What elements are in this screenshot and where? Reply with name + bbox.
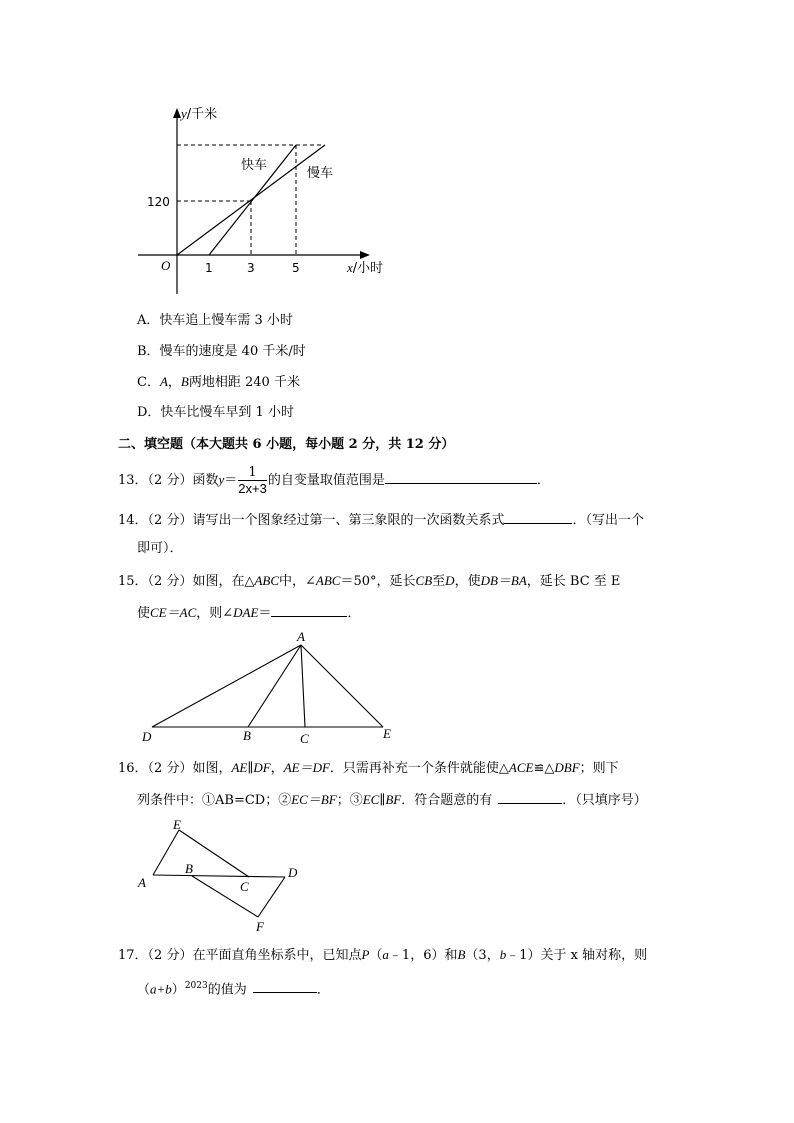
q17-b-rest: ﹣1）关于 x 轴对称，则 bbox=[506, 948, 648, 963]
q15-make: 使 bbox=[137, 606, 151, 621]
option-b[interactable] bbox=[137, 344, 306, 360]
q17-open: （ bbox=[137, 982, 151, 998]
q16-which: ．符合题意的有 bbox=[401, 793, 493, 808]
option-c-prefix: C． bbox=[137, 375, 160, 390]
q17-p-rest: ﹣1，6）和 bbox=[388, 948, 458, 963]
option-c-text: 两地相距 240 千米 bbox=[188, 375, 300, 390]
q13-fraction bbox=[238, 465, 267, 496]
q17-var-b: b bbox=[499, 947, 507, 962]
point-c-label: C bbox=[240, 879, 249, 894]
option-b-unit: 时 bbox=[292, 344, 306, 359]
point-c-label: C bbox=[300, 731, 309, 746]
q15-triangle-figure bbox=[135, 625, 405, 750]
q13-numerator: 1 bbox=[238, 465, 267, 481]
q16-ae-parallel-df: AE∥DF bbox=[231, 760, 271, 775]
slow-car-label: 慢车 bbox=[307, 166, 334, 181]
question-16-line1 bbox=[118, 760, 619, 777]
q15-answer-blank[interactable] bbox=[271, 604, 347, 617]
q14-text: 14．（2 分）请写出一个图象经过第一、第三象限的一次函数关系式 bbox=[118, 513, 505, 528]
x-axis-label: x/小时 bbox=[347, 260, 384, 276]
q13-text: 的自变量取值范围是 bbox=[267, 473, 385, 488]
q15-ce-ac: CE＝AC bbox=[150, 605, 197, 620]
q17-end: ． bbox=[316, 982, 330, 998]
q15-comma: ，使 bbox=[454, 574, 481, 589]
q16-ec-parallel-bf: EC∥BF bbox=[362, 792, 402, 807]
question-15-line1 bbox=[118, 573, 620, 590]
question-13 bbox=[118, 463, 550, 498]
var-b: B bbox=[180, 374, 189, 389]
option-a[interactable]: A．快车追上慢车需 3 小时 bbox=[137, 313, 293, 328]
option-c[interactable] bbox=[137, 374, 300, 391]
q16-mid: ．只需再补充一个条件就能使△ bbox=[329, 761, 509, 776]
segment-ae bbox=[301, 645, 383, 727]
q13-answer-blank[interactable] bbox=[385, 471, 537, 484]
q17-p-open: （ bbox=[369, 948, 383, 963]
question-14-line1 bbox=[118, 511, 644, 529]
q17-value-of: 的值为 bbox=[207, 982, 247, 998]
question-16-line2 bbox=[137, 791, 647, 809]
distance-time-graph bbox=[130, 100, 400, 300]
q16-dbf: DBF bbox=[554, 760, 580, 775]
q13-denominator: 2x+3 bbox=[238, 481, 267, 496]
q16-conditions: 列条件中：①AB=CD；② bbox=[137, 793, 292, 808]
y-axis-arrow bbox=[173, 108, 181, 118]
q13-equals: ＝ bbox=[224, 473, 238, 488]
q16-figure bbox=[135, 815, 305, 935]
point-a-label: A bbox=[297, 629, 305, 644]
x-tick-5: 5 bbox=[292, 261, 300, 275]
q16-answer-blank[interactable] bbox=[498, 791, 562, 804]
separator: ， bbox=[167, 375, 181, 390]
point-b-label: B bbox=[243, 728, 251, 743]
q15-dae: DAE bbox=[233, 605, 259, 620]
x-axis-arrow bbox=[360, 251, 370, 259]
option-b-slash: / bbox=[288, 344, 293, 359]
q15-db-ba: DB＝BA bbox=[480, 573, 527, 588]
question-14-line2: 即可）． bbox=[137, 541, 183, 556]
point-b-label: B bbox=[185, 861, 193, 876]
q14-text-end: ．（写出一个 bbox=[572, 513, 644, 528]
q13-end: ． bbox=[536, 473, 550, 488]
q17-var-a: a bbox=[382, 947, 389, 962]
q15-to: 至 bbox=[432, 574, 446, 589]
y-tick-120: 120 bbox=[147, 195, 170, 209]
q15-eq: ＝ bbox=[258, 606, 272, 621]
q17-close: ） bbox=[171, 982, 185, 998]
segment-ad bbox=[153, 875, 285, 877]
segment-ac bbox=[301, 645, 305, 727]
q15-angle-name: ABC bbox=[315, 573, 341, 588]
point-d-label: D bbox=[288, 865, 298, 880]
question-17-line1 bbox=[118, 947, 647, 964]
fast-car-label: 快车 bbox=[241, 158, 268, 173]
q15-angle-value: ＝50°，延长 bbox=[340, 574, 416, 589]
segment-ab bbox=[248, 645, 301, 727]
point-d-label: D bbox=[142, 729, 152, 744]
option-b-text: B．慢车的速度是 40 千米 bbox=[137, 344, 289, 359]
q15-cb: CB bbox=[415, 573, 433, 588]
q15-prefix: 15．（2 分）如图，在△ bbox=[118, 574, 255, 589]
origin-label: O bbox=[161, 258, 171, 273]
q17-exponent: 2023 bbox=[184, 981, 208, 991]
segment-df bbox=[258, 877, 285, 917]
q17-point-b: B bbox=[457, 947, 466, 962]
question-15-line2 bbox=[137, 604, 360, 622]
q15-mid: 中，∠ bbox=[279, 574, 316, 589]
q17-b-open: （3， bbox=[465, 948, 500, 963]
q17-point-p: P bbox=[361, 947, 370, 962]
q17-prefix: 17．（2 分）在平面直角坐标系中，已知点 bbox=[118, 948, 362, 963]
segment-ad bbox=[152, 645, 301, 727]
q16-note: ．（只填序号） bbox=[562, 793, 647, 808]
q15-triangle: ABC bbox=[254, 573, 280, 588]
option-d[interactable]: D．快车比慢车早到 1 小时 bbox=[137, 405, 294, 420]
q16-ace: ACE bbox=[508, 760, 534, 775]
q16-comma: ， bbox=[270, 761, 284, 776]
q15-d: D bbox=[445, 573, 455, 588]
var-a: A bbox=[159, 374, 168, 389]
x-tick-1: 1 bbox=[205, 261, 213, 275]
q16-sep: ；③ bbox=[336, 793, 363, 808]
q16-ec-eq-bf: EC＝BF bbox=[291, 792, 337, 807]
q14-answer-blank[interactable] bbox=[504, 511, 572, 524]
q16-congruent: ≌△ bbox=[533, 761, 555, 776]
q15-then: ，则∠ bbox=[196, 606, 234, 621]
q13-var-y: y bbox=[218, 472, 225, 487]
x-tick-3: 3 bbox=[247, 261, 255, 275]
section-2-title: 二、填空题（本大题共 6 小题，每小题 2 分，共 12 分） bbox=[118, 437, 455, 452]
q13-prefix: 13．（2 分）函数 bbox=[118, 473, 219, 488]
question-17-line2 bbox=[137, 978, 330, 998]
q16-ae-eq-df: AE＝DF bbox=[283, 760, 330, 775]
point-e-label: E bbox=[383, 726, 391, 741]
point-a-label: A bbox=[138, 875, 146, 890]
q16-then: ；则下 bbox=[579, 761, 619, 776]
point-e-label: E bbox=[173, 817, 181, 832]
y-axis-label: y/千米 bbox=[181, 106, 218, 122]
q15-extend: ，延长 BC 至 E bbox=[526, 574, 621, 589]
segment-ae bbox=[153, 830, 179, 875]
q15-end: ． bbox=[347, 606, 361, 621]
point-f-label: F bbox=[256, 919, 264, 934]
q17-a-plus-b: a+b bbox=[150, 981, 172, 997]
q16-prefix: 16．（2 分）如图， bbox=[118, 761, 232, 776]
q17-answer-blank[interactable] bbox=[253, 980, 317, 993]
